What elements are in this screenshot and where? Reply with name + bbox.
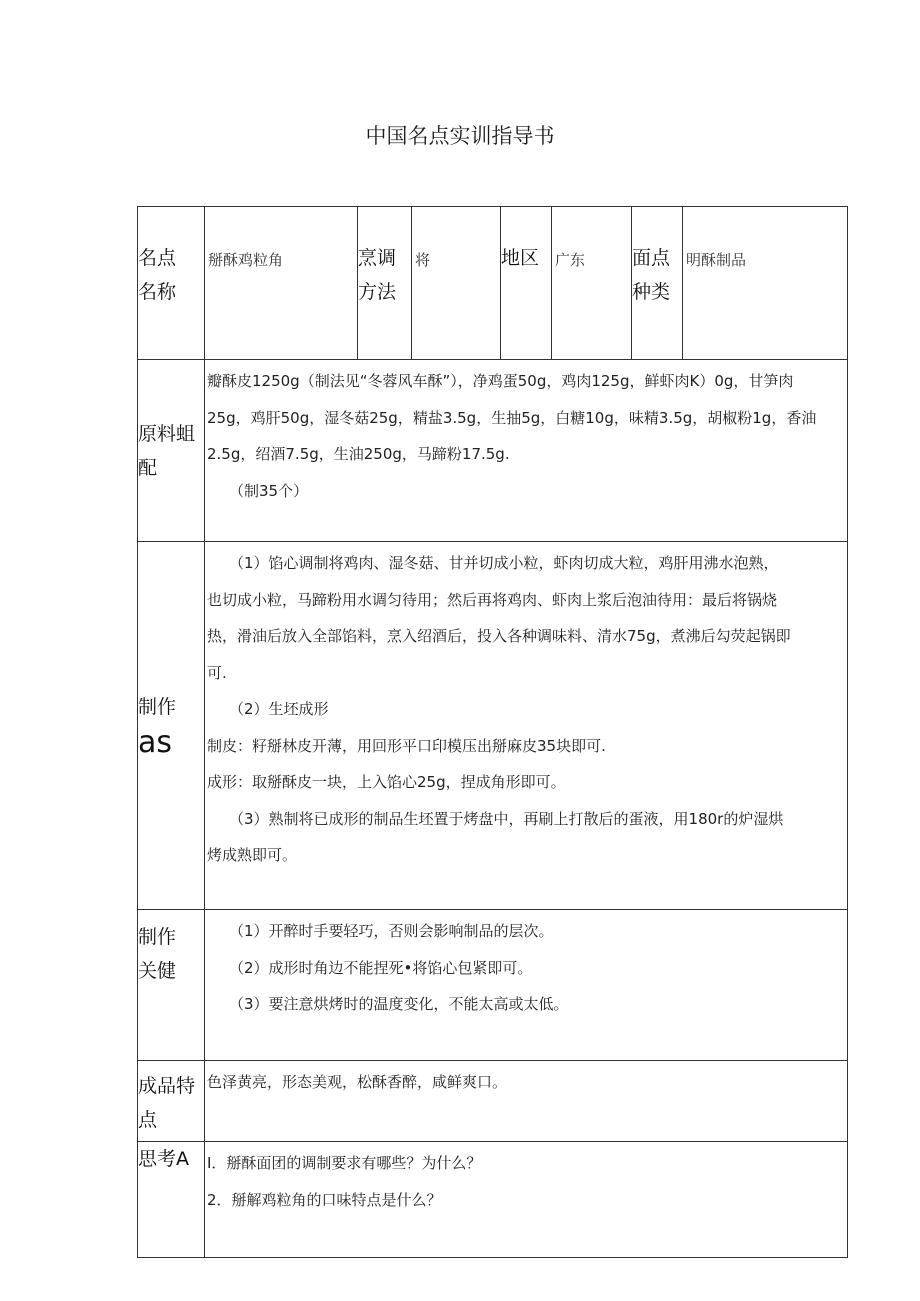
instruction-table <box>137 206 848 1258</box>
key-point-line: （1）开醉时手要轻巧，否则会影响制品的层次。 <box>229 922 554 940</box>
thinking-label <box>138 1142 205 1258</box>
method-section-label <box>138 542 205 910</box>
key-points-label-line1: 制作 <box>138 926 177 948</box>
product-label <box>138 1061 205 1142</box>
ingredients-line: 25g，鸡肝50g，湿冬菇25g，精盐3.5g，生抽5g，白糖10g，味精3.5g，胡椒粉1g，香油 <box>207 408 817 427</box>
key-point-line: （3）要注意烘烤时的温度变化，不能太高或太低。 <box>229 995 569 1013</box>
ingredients-line: 2.5g，绍酒7.5g，生油250g，马蹄粉17.5g. <box>207 445 510 463</box>
ingredients-label-line2: 配 <box>138 456 158 479</box>
method-content <box>205 542 848 910</box>
ingredients-content <box>205 360 848 542</box>
product-row <box>138 1061 848 1142</box>
header-row <box>138 207 848 360</box>
thinking-content <box>205 1142 848 1258</box>
method-line: 成形：取掰酥皮一块，上入馅心25g，捏成角形即可。 <box>207 773 566 791</box>
method-line: 制皮：籽掰林皮开薄，用回形平口印模压出掰麻皮35块即可. <box>207 736 606 755</box>
name-value: 掰酥鸡粒角 <box>205 207 358 360</box>
thinking-label-text: 思考A <box>138 1148 189 1170</box>
key-points-label-line2: 关健 <box>138 960 177 982</box>
thinking-question: I．掰酥面团的调制要求有哪些？为什么？ <box>207 1154 482 1172</box>
document-title: 中国名点实训指导书 <box>365 124 555 148</box>
region-label <box>501 207 552 360</box>
type-label-line2: 种类 <box>632 281 671 303</box>
method-label-cell <box>358 207 412 360</box>
ingredients-label-line1: 原料蛆 <box>138 422 196 445</box>
method-section-label-line1: 制作 <box>138 695 177 718</box>
product-label-line1: 成品特 <box>138 1075 196 1097</box>
key-points-label <box>138 910 205 1061</box>
type-label-cell <box>632 207 683 360</box>
thinking-row <box>138 1142 848 1258</box>
method-section-label-line2: as <box>138 724 173 760</box>
method-line: 可. <box>207 663 227 682</box>
region-value: 广东 <box>552 207 632 360</box>
region-label-text: 地区 <box>501 247 540 269</box>
ingredients-label <box>138 360 205 542</box>
key-points-row <box>138 910 848 1061</box>
method-value: 将 <box>412 207 501 360</box>
method-line: 也切成小粒，马蹄粉用水调匀待用；然后再将鸡肉、虾肉上浆后泡油待用：最后将锅烧 <box>207 590 778 609</box>
product-content <box>205 1061 848 1142</box>
ingredients-yield: （制35个） <box>229 481 309 500</box>
product-text: 色泽黄亮，形态美观，松酥香醉，咸鲜爽口。 <box>207 1073 508 1091</box>
name-label-line1: 名点 <box>138 247 177 269</box>
name-label-cell <box>138 207 205 360</box>
method-line: （1）馅心调制将鸡肉、湿冬菇、甘并切成小粒，虾肉切成大粒，鸡肝用沸水泡熟， <box>229 554 779 572</box>
method-line: （3）熟制将已成形的制品生坯置于烤盘中，再刷上打散后的蛋液，用180r的炉湿烘 <box>229 809 784 828</box>
method-line: 热，滑油后放入全部馅料，烹入绍酒后，投入各种调味料、清水75g，煮沸后勾荧起锅即 <box>207 627 791 645</box>
method-line: 烤成熟即可。 <box>207 846 298 864</box>
name-label-line2: 名称 <box>138 281 177 303</box>
ingredients-row <box>138 360 848 542</box>
type-label-line1: 面点 <box>632 247 671 269</box>
type-value: 明酥制品 <box>683 207 848 360</box>
key-points-content <box>205 910 848 1061</box>
method-label-line1: 烹调 <box>358 247 397 269</box>
thinking-question: 2．掰解鸡粒角的口味特点是什么？ <box>207 1190 442 1209</box>
method-label-line2: 方法 <box>358 281 397 303</box>
key-point-line: （2）成形时角边不能捏死•将馅心包紧即可。 <box>229 958 533 977</box>
method-row <box>138 542 848 910</box>
product-label-line2: 点 <box>138 1109 158 1131</box>
ingredients-line: 瓣酥皮1250g（制法见“冬蓉风车酥”），净鸡蛋50g，鸡肉125g，鲜虾肉K）0g，甘笋肉 <box>207 372 794 390</box>
method-line: （2）生坯成形 <box>229 700 329 718</box>
